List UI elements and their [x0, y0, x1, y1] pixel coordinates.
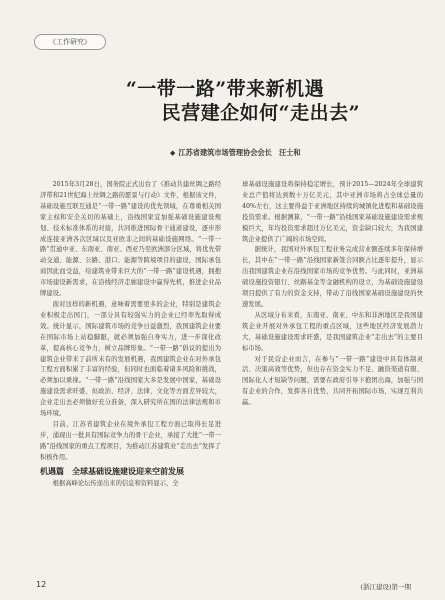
page-number: 12	[36, 580, 47, 589]
article-title-line2: 民营建企如何“走出去”	[161, 102, 360, 124]
author-byline	[170, 148, 420, 158]
byline-text: 江苏省建筑市场管理协会会长 汪士和	[178, 148, 301, 157]
body-paragraph: 根据高峰论坛传递出来的信息和资料显示，全	[52, 479, 179, 487]
article-title-line1: “一带一路”带来新机遇	[125, 78, 325, 100]
body-paragraph: 从区域分布来看，东南亚、南亚、中东和非洲地区是我国建筑企业开展对外承包工程的重点区域，这些地区经济发展潜力大，基础设施建设需求旺盛，是我国建筑企业“走出去”的主要目标市场。	[242, 311, 423, 352]
body-paragraph: 面对这样的新机遇，意味着需要更多的企业，特别是建筑企业积极走出国门，一部分具有较强实力的企业已经率先取得成效。统计显示，国际建筑市场的竞争日益激烈，我国建筑企业要在国际市场上站稳脚跟，就必须加强自身实力，进一步深化改革，提高核心竞争力，树立品牌形象。“一带一路”倡议的提出为建筑企业带来了前所未有的发展机遇，我国建筑企业在对外承包工程方面积累了丰富的经验，但同时也面临着诸多风险和挑战，必须加以重视。“一带一路”沿线国家大多是发展中国家，基础设施建设需求旺盛，但政治、经济、法律、文化等方面差异较大，企业走出去必须做好充分准备，深入研究所在国的法律法规和市场环境。	[40, 300, 221, 418]
body-paragraph: 2015年3月28日，国务院正式出台了《推动共建丝绸之路经济带和21世纪海上丝绸之路的愿景与行动》文件，根据该文件，基础设施互联互通是“一带一路”建设的优先领域，在尊重相关国家主权和安全关切的基础上，沿线国家宜加强基础设施建设规划、技术标准体系的对接，共同推进国际骨干通道建设，逐步形成连接亚洲各次区域以及亚欧非之间的基础设施网络。“一带一路”贯通中亚、东南亚、南亚、西亚乃至欧洲部分区域，将优先带动交通、能源、公路、港口、能源等跨境项目的建设，国际承包商因此而受益，给建筑业带来巨大的“一带一路”建设机遇，拥抱市场建设新需求，在沿线经济走廊建设中赢得先机，推进企业品牌建设。	[40, 181, 221, 298]
diamond-bullet-icon: ◆	[170, 148, 176, 157]
body-column-left	[40, 180, 221, 582]
body-column-right	[242, 180, 423, 582]
column-tag: 《工作研究》	[34, 34, 106, 50]
body-paragraph: 据统计，我国对外承包工程业务完成营业额连续多年保持增长，其中在“一带一路”沿线国家新签合同额占比逐年提升，显示出我国建筑企业在沿线国家市场的竞争优势。与此同时，亚洲基础设施投资银行、丝路基金等金融机构的设立，为基础设施建设项目提供了有力的资金支持，带动了沿线国家基础设施建设的快速发展。	[242, 246, 423, 308]
body-paragraph-continued: 球基础设施建设将保持稳定增长，预计2015—2024年全球建筑业总产值将达到数十万亿美元，其中亚洲市场将占全球总量的40%左右，这主要得益于亚洲地区持续的城镇化进程和基础设施投资需求。根据测算，“一带一路”沿线国家基础设施建设需求规模巨大，年均投资需求超过万亿美元，资金缺口较大，为我国建筑企业提供了广阔的市场空间。	[242, 181, 423, 243]
section-heading: 机遇篇 全球基础设施建设迎来空前发展	[40, 466, 184, 476]
issue-label: (浙江建设)第一期	[360, 583, 411, 591]
body-paragraph: 对于民营企业而言，在参与“一带一路”建设中具有体制灵活、决策高效等优势，但也存在资金实力不足、融资渠道有限、国际化人才短缺等问题，需要在政府引导下抱团出海，加强与国有企业的合作，发挥各自优势，共同开拓国际市场，实现互利共赢。	[242, 355, 423, 407]
body-paragraph: 目前，江苏省建筑企业在境外承包工程方面已取得长足进步，涌现出一批具有国际竞争力的骨干企业，承接了大批“一带一路”沿线国家的重点工程项目，为推动江苏建筑业“走出去”发挥了积极作用。	[40, 420, 221, 461]
